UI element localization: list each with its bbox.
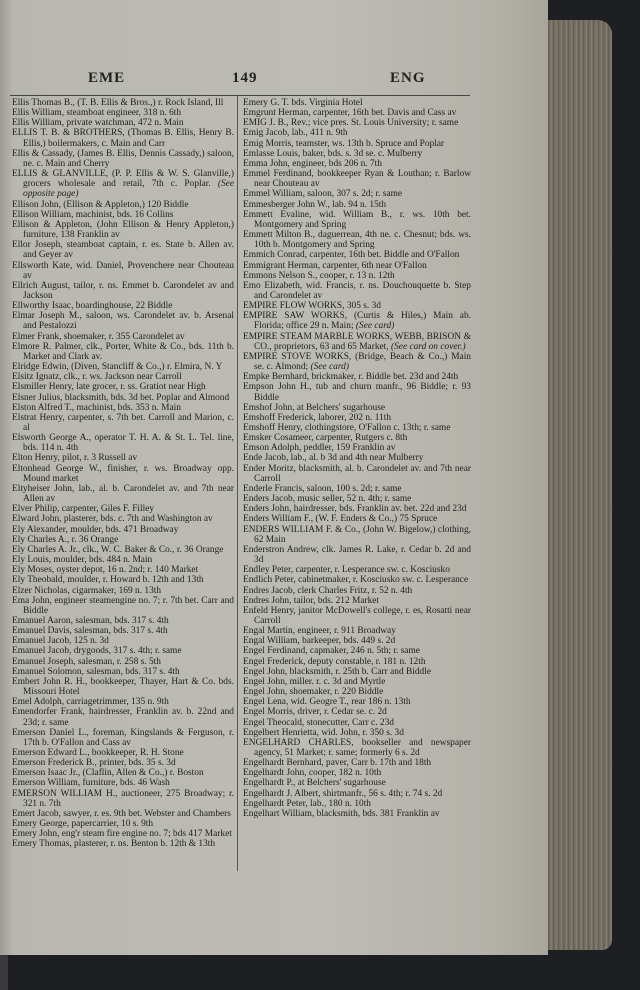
entry-text: Ellworthy Isaac, boardinghouse, 22 Biddle bbox=[12, 301, 173, 312]
entry-text: Ely Louis, moulder, bds. 484 n. Main bbox=[12, 555, 153, 566]
entry-text: Emanuel Davis, salesman, bds. 317 s. 4th bbox=[12, 626, 168, 637]
directory-entry bbox=[243, 301, 471, 311]
directory-entry bbox=[243, 565, 471, 575]
directory-entry bbox=[243, 352, 471, 372]
entry-text: Elridge Edwin, (Diven, Stancliff & Co.,) r. Elmira, N. Y bbox=[12, 362, 223, 373]
directory-entry bbox=[243, 606, 471, 626]
directory-entry bbox=[243, 809, 471, 819]
entry-text: Emmigrant Herman, carpenter, 6th near O'Fallon bbox=[243, 260, 427, 271]
entry-text: Emshoff Frederick, laborer, 202 n. 11th bbox=[243, 412, 392, 423]
entry-text: Emgrunt Herman, carpenter, 16th bet. Davis and Cass av bbox=[243, 108, 457, 119]
directory-entry bbox=[243, 169, 471, 189]
directory-entry bbox=[243, 768, 471, 778]
directory-entry bbox=[12, 464, 234, 484]
entry-text: Emshof John, at Belchers' sugarhouse bbox=[243, 402, 386, 413]
column-divider bbox=[237, 96, 238, 871]
entry-text: EMERSON WILLIAM H., auctioneer, 275 Broadway; r. 321 n. 7th bbox=[12, 788, 234, 809]
directory-entry bbox=[243, 667, 471, 677]
entry-text: Elsworth George A., operator T. H. A. & St. L. Tel. line, bds. 114 n. 4th bbox=[12, 433, 234, 454]
directory-entry bbox=[12, 575, 234, 585]
directory-entry bbox=[12, 413, 234, 433]
directory-entry bbox=[243, 728, 471, 738]
entry-text: Engel Lena, wid. Geogre T., rear 186 n. 13th bbox=[243, 697, 411, 708]
directory-entry bbox=[243, 271, 471, 281]
directory-entry bbox=[12, 514, 234, 524]
entry-text: Emig Morris, teamster, ws. 13th b. Spruce and Poplar bbox=[243, 138, 445, 149]
entry-text: Ellor Joseph, steamboat captain, r. es. State b. Allen av. and Geyer av bbox=[12, 240, 234, 261]
directory-entry bbox=[243, 657, 471, 667]
entry-text: Ellis William, steamboat engineer, 318 n. 6th bbox=[12, 108, 182, 119]
entry-text: Emmesberger John W., lab. 94 n. 15th bbox=[243, 199, 387, 210]
directory-entry bbox=[12, 565, 234, 575]
directory-entry bbox=[12, 240, 234, 260]
entry-text: Emery Thomas, plasterer, r. ns. Benton b. 12th & 13th bbox=[12, 839, 216, 850]
entry-text: Eltyheiser John, lab., al. b. Carondelet av. and 7th near Allen av bbox=[12, 483, 234, 505]
entry-note: (See card) bbox=[310, 362, 349, 373]
entry-text: Elmar Joseph M., saloon, ws. Carondelet av. b. Arsenal and Pestalozzi bbox=[12, 311, 234, 332]
directory-entry bbox=[243, 423, 471, 433]
entry-text: Engelhardt P., at Belchers' sugarhouse bbox=[243, 778, 386, 789]
entry-text: Emmel William, saloon, 307 s. 2d; r. same bbox=[243, 189, 403, 200]
entry-text: Emsker Cosameer, carpenter, Rutgers c. 8th bbox=[243, 433, 408, 444]
entry-text: Ellison William, machinist, bds. 16 Collins bbox=[12, 209, 174, 220]
entry-text: Emanuel Solomon, salesman, bds. 317 s. 4th bbox=[12, 666, 180, 677]
entry-text: Engelhardt Peter, lab., 180 n. 10th bbox=[243, 798, 371, 809]
entry-text: Ende Jacob, lab., al. b 3d and 4th near Mulberry bbox=[243, 453, 424, 464]
entry-text: Endres Jacob, clerk Charles Fritz, r. 52 n. 4th bbox=[243, 585, 413, 596]
entry-text: Ellison & Appleton, (John Ellison & Henry Appleton,) furniture, 138 Franklin av bbox=[12, 219, 234, 241]
entry-text: Elstrat Henry, carpenter, s. 7th bet. Carroll and Marion, c. al bbox=[12, 412, 234, 433]
directory-entry bbox=[243, 697, 471, 707]
entry-text: Emmons Nelson S., cooper, r. 13 n. 12th bbox=[243, 270, 395, 281]
directory-entry bbox=[12, 220, 234, 240]
entry-text: ELLIS & GLANVILLE, (P. P. Ellis & W. S. Glanville,) grocers wholesale and retail, 7th c. Poplar. bbox=[12, 169, 234, 190]
entry-text: ENGELHARD CHARLES, bookseller and newspaper agency, 51 Market; r. same; formerly 6 s. 2d bbox=[243, 737, 471, 758]
directory-entry bbox=[12, 433, 234, 453]
entry-text: Endlich Peter, cabinetmaker, r. Kosciusko sw. c. Lesperance bbox=[243, 575, 469, 586]
directory-entry bbox=[12, 768, 234, 778]
entry-text: Engel John, blacksmith, r. 25th b. Carr and Biddle bbox=[243, 666, 431, 677]
directory-entry bbox=[12, 484, 234, 504]
directory-entry bbox=[12, 657, 234, 667]
directory-entry bbox=[12, 504, 234, 514]
entry-text: Elmore R. Palmer, clk., Porter, White & Co., bds. 11th b. Market and Clark av. bbox=[12, 341, 234, 362]
directory-entry bbox=[12, 586, 234, 596]
entry-text: Emery George, papercarrier, 10 s. 9th bbox=[12, 819, 154, 830]
header-rule bbox=[10, 95, 470, 96]
directory-entry bbox=[243, 108, 471, 118]
entry-text: Engelbert Henrietta, wid. John, r. 350 s. 3d bbox=[243, 727, 404, 738]
entry-text: EMPIRE SAW WORKS, (Curtis & Hiles,) Main ab. Florida; office 29 n. Main; bbox=[243, 311, 471, 332]
directory-entry bbox=[243, 189, 471, 199]
entry-text: Elver Philip, carpenter, Giles F. Filley bbox=[12, 504, 155, 515]
directory-entry bbox=[243, 332, 471, 352]
directory-entry bbox=[12, 261, 234, 281]
directory-entry bbox=[243, 707, 471, 717]
entry-text: Ema John, engineer steamengine no. 7; r. 7th bet. Carr and Biddle bbox=[12, 595, 234, 616]
entry-text: Ely Alexander, moulder, bds. 471 Broadway bbox=[12, 524, 179, 535]
entry-text: Enderle Francis, saloon, 100 s. 2d; r. same bbox=[243, 483, 402, 494]
directory-entry bbox=[12, 667, 234, 677]
entry-text: Emerson Isaac Jr., (Claflin, Allen & Co.,) r. Boston bbox=[12, 768, 204, 779]
directory-entry bbox=[243, 626, 471, 636]
directory-entry bbox=[243, 514, 471, 524]
directory-entry bbox=[12, 281, 234, 301]
directory-entry bbox=[12, 372, 234, 382]
entry-text: Ellrich August, tailor, r. ns. Emmet b. Carondelet av and Jackson bbox=[12, 280, 234, 301]
entry-text: Emmett Evaline, wid. William B., r. ws. 10th bet. Montgomery and Spring bbox=[243, 209, 471, 230]
entry-text: EMIG J. B., Rev.; vice pres. St. Louis University; r. same bbox=[243, 118, 459, 129]
directory-entry bbox=[12, 535, 234, 545]
directory-entry bbox=[243, 646, 471, 656]
entry-text: Engel Frederick, deputy constable, r. 181 n. 12th bbox=[243, 656, 426, 667]
directory-entry bbox=[243, 484, 471, 494]
directory-entry bbox=[12, 636, 234, 646]
directory-entry bbox=[243, 525, 471, 545]
entry-text: Emma John, engineer, bds 206 n. 7th bbox=[243, 158, 382, 169]
directory-entry bbox=[243, 281, 471, 301]
entry-text: Ender Moritz, blacksmith, al. b. Carondelet av. and 7th near Carroll bbox=[243, 463, 471, 484]
directory-entry bbox=[12, 453, 234, 463]
entry-text: Elward John, plasterer, bds. c. 7th and Washington av bbox=[12, 514, 213, 525]
directory-entry bbox=[12, 342, 234, 362]
entry-text: Engal William, barkeeper, bds. 449 s. 2d bbox=[243, 636, 396, 647]
entry-text: Engel Morris, driver, r. Cedar se. c. 2d bbox=[243, 707, 387, 718]
entry-text: ELLIS T. B. & BROTHERS, (Thomas B. Ellis, Henry B. Ellis,) boilermakers, c. Main and Carr bbox=[12, 128, 234, 149]
entry-text: Ely Charles A., r. 36 Orange bbox=[12, 534, 119, 545]
entry-text: Enderstron Andrew, clk. James R. Lake, r. Cedar b. 2d and 3d bbox=[243, 544, 471, 566]
directory-entry bbox=[243, 758, 471, 768]
directory-entry bbox=[243, 98, 471, 108]
entry-text: Emmel Ferdinand, bookkeeper Ryan & Louthan; r. Barlow near Chouteau av bbox=[243, 169, 471, 190]
directory-entry bbox=[12, 545, 234, 555]
entry-note: (See card on cover.) bbox=[390, 341, 466, 352]
directory-entry bbox=[243, 504, 471, 514]
directory-entry bbox=[12, 403, 234, 413]
entry-text: Engel Ferdinand, capmaker, 246 n. 5th; r. same bbox=[243, 646, 420, 657]
entry-text: Emanuel Joseph, salesman, r. 258 s. 5th bbox=[12, 656, 161, 667]
entry-text: Emson Adolph, peddler, 159 Franklin av bbox=[243, 443, 396, 454]
entry-text: Elsitz Ignatz, clk., r. ws. Jackson near Carroll bbox=[12, 372, 182, 383]
entry-text: Emmich Conrad, carpenter, 16th bet. Biddle and O'Fallon bbox=[243, 250, 460, 261]
entry-text: Empke Bernhard, brickmaker, r. Biddle bet. 23d and 24th bbox=[243, 372, 459, 383]
entry-text: Engel John, miller. r. c. 3d and Myrtle bbox=[243, 676, 386, 687]
entry-text: Engel John, shoemaker, r. 220 Biddle bbox=[243, 687, 384, 698]
entry-text: Eltonhead George W., finisher, r. ws. Broadway opp. Mound market bbox=[12, 463, 234, 484]
entry-note: (See opposite page) bbox=[23, 179, 234, 200]
entry-text: ENDERS WILLIAM F. & Co., (John W. Bigelow,) clothing, 62 Main bbox=[243, 524, 471, 545]
directory-entry bbox=[243, 250, 471, 260]
directory-entry bbox=[243, 230, 471, 250]
directory-entry bbox=[12, 98, 234, 108]
directory-entry bbox=[12, 311, 234, 331]
directory-entry bbox=[12, 839, 234, 849]
directory-entry bbox=[12, 596, 234, 616]
entry-text: Engelhardt John, cooper, 182 n. 10th bbox=[243, 768, 382, 779]
entry-text: Ely Moses, oyster depot, 16 n. 2nd; r. 140 Market bbox=[12, 565, 199, 576]
entry-text: Emery John, eng'r steam fire engine no. 7; bds 417 Market bbox=[12, 829, 232, 840]
entry-text: Enders William F., (W. F. Enders & Co.,) 75 Spruce bbox=[243, 514, 438, 525]
directory-entry bbox=[243, 545, 471, 565]
directory-entry bbox=[12, 707, 234, 727]
entry-text: Elzer Nicholas, cigarmaker, 169 n. 13th bbox=[12, 585, 162, 596]
left-column bbox=[12, 98, 234, 850]
entry-text: Ellis William, private watchman, 472 n. Main bbox=[12, 118, 184, 129]
directory-entry bbox=[243, 443, 471, 453]
entry-note: (See card) bbox=[355, 321, 395, 332]
directory-entry bbox=[243, 453, 471, 463]
entry-text: Ellis Thomas B., (T. B. Ellis & Bros.,) r. Rock Island, Ill bbox=[12, 98, 224, 108]
entry-text: EMPIRE STOVE WORKS, (Bridge, Beach & Co.,) Main se. c. Almond; bbox=[243, 351, 471, 373]
directory-entry bbox=[243, 738, 471, 758]
directory-entry bbox=[243, 139, 471, 149]
directory-entry bbox=[12, 200, 234, 210]
entry-text: Emel Adolph, carriagetrimmer, 135 n. 9th bbox=[12, 697, 169, 708]
entry-text: Endley Peter, carpenter, r. Lesperance sw. c. Kosciusko bbox=[243, 565, 450, 576]
entry-text: Emshoff Henry, clothingstore, O'Fallon c. 13th; r. same bbox=[243, 423, 451, 433]
entry-text: Ellison John, (Ellison & Appleton,) 120 Biddle bbox=[12, 199, 189, 210]
entry-text: Engelhardt Bernhard, paver, Carr b. 17th and 18th bbox=[243, 758, 432, 769]
directory-entry bbox=[243, 149, 471, 159]
entry-text: Emerson Edward L., bookkeeper, R. H. Stone bbox=[12, 748, 184, 758]
directory-entry bbox=[12, 809, 234, 819]
directory-entry bbox=[12, 677, 234, 697]
directory-entry bbox=[12, 697, 234, 707]
entry-text: Emlasse Louis, baker, bds. s. 3d se. c. Mulberry bbox=[243, 148, 423, 159]
directory-entry bbox=[243, 200, 471, 210]
directory-entry bbox=[243, 586, 471, 596]
entry-text: Emert Jacob, sawyer, r. es. 9th bet. Webster and Chambers bbox=[12, 808, 231, 819]
right-column bbox=[243, 98, 471, 819]
directory-entry bbox=[12, 646, 234, 656]
directory-entry bbox=[243, 311, 471, 331]
entry-text: Ellis & Cassady, (James B. Ellis, Dennis Cassady,) saloon, ne. c. Main and Cherry bbox=[12, 148, 234, 169]
entry-text: Emendorfer Frank, hairdresser, Franklin av. b. 22nd and 23d; r. same bbox=[12, 707, 234, 728]
directory-entry bbox=[243, 159, 471, 169]
directory-entry bbox=[243, 118, 471, 128]
directory-entry bbox=[12, 626, 234, 636]
entry-text: Emanuel Jacob, 125 n. 3d bbox=[12, 636, 109, 647]
directory-entry bbox=[243, 433, 471, 443]
directory-entry bbox=[12, 301, 234, 311]
directory-entry bbox=[12, 748, 234, 758]
directory-entry bbox=[243, 799, 471, 809]
directory-entry bbox=[12, 829, 234, 839]
directory-entry bbox=[243, 636, 471, 646]
entry-text: Elsner Julius, blacksmith, bds. 3d bet. Poplar and Almond bbox=[12, 392, 230, 403]
entry-text: Elmer Frank, shoemaker, r. 355 Carondelet av bbox=[12, 331, 185, 342]
directory-entry bbox=[243, 464, 471, 484]
entry-text: Engelhart William, blacksmith, bds. 381 Franklin av bbox=[243, 808, 440, 819]
directory-entry bbox=[12, 819, 234, 829]
directory-entry bbox=[243, 403, 471, 413]
entry-text: Engal Martin, engineer, r. 911 Broadway bbox=[243, 626, 396, 637]
directory-entry bbox=[243, 687, 471, 697]
entry-text: Elston Alfred T., machinist, bds. 353 n. Main bbox=[12, 402, 181, 413]
entry-text: Emo Elizabeth, wid. Francis, r. ns. Douchouquette b. Step and Carondelet av bbox=[243, 280, 471, 301]
entry-text: Ellsworth Kate, wid. Daniel, Provenchere near Chouteau av bbox=[12, 260, 234, 281]
entry-text: Engelhardt J. Albert, shirtmanfr., 56 s. 4th; r. 74 s. 2d bbox=[243, 788, 443, 799]
running-header bbox=[10, 70, 470, 92]
entry-text: Enders Jacob, music seller, 52 n. 4th; r. same bbox=[243, 494, 412, 505]
directory-entry bbox=[243, 494, 471, 504]
entry-text: Ely Charles A. Jr., clk., W. C. Baker & Co., r. 36 Orange bbox=[12, 544, 224, 555]
entry-text: Emmett Milton B., daguerrean, 4th ne. c. Chesnut; bds. ws. 10th b. Montgomery and Spring bbox=[243, 230, 471, 251]
directory-entry bbox=[12, 149, 234, 169]
directory-entry bbox=[12, 728, 234, 748]
directory-entry bbox=[12, 393, 234, 403]
directory-entry bbox=[243, 210, 471, 230]
entry-text: Ely Theobald, moulder, r. Howard b. 12th and 13th bbox=[12, 575, 204, 586]
directory-entry bbox=[12, 210, 234, 220]
book-fore-edge bbox=[540, 20, 612, 950]
entry-text: Emerson Frederick B., printer, bds. 35 s. 3d bbox=[12, 758, 176, 769]
directory-entry bbox=[12, 555, 234, 565]
directory-entry bbox=[12, 128, 234, 148]
entry-text: Embert John R. H., bookkeeper, Thayer, Hart & Co. bds. Missouri Hotel bbox=[12, 676, 234, 698]
directory-entry bbox=[12, 789, 234, 809]
entry-text: EMPIRE STEAM MARBLE WORKS, WEBB, BRISON & CO., proprietors, 63 and 65 Market, bbox=[243, 331, 471, 352]
directory-entry bbox=[243, 372, 471, 382]
directory-entry bbox=[12, 382, 234, 392]
directory-entry bbox=[12, 525, 234, 535]
directory-entry bbox=[12, 169, 234, 199]
directory-entry bbox=[12, 108, 234, 118]
entry-text: Elsmiller Henry, late grocer, r. ss. Gratiot near High bbox=[12, 382, 206, 393]
directory-entry bbox=[12, 362, 234, 372]
entry-text: Emery G. T. bds. Virginia Hotel bbox=[243, 98, 363, 108]
entry-text: Enders John, hairdresser, bds. Franklin av. bet. 22d and 23d bbox=[243, 504, 467, 515]
directory-entry bbox=[243, 789, 471, 799]
directory-entry bbox=[12, 118, 234, 128]
left-heading: EME bbox=[88, 70, 126, 86]
directory-entry bbox=[243, 261, 471, 271]
directory-entry bbox=[243, 575, 471, 585]
directory-entry bbox=[12, 616, 234, 626]
directory-entry bbox=[243, 778, 471, 788]
entry-text: Elton Henry, pilot, r. 3 Russell av bbox=[12, 453, 138, 464]
directory-entry bbox=[243, 382, 471, 402]
entry-text: Emanuel Aaron, salesman, bds. 317 s. 4th bbox=[12, 615, 169, 626]
entry-text: Emerson William, furniture, bds. 46 Wash bbox=[12, 778, 170, 789]
directory-entry bbox=[243, 718, 471, 728]
directory-entry bbox=[243, 128, 471, 138]
entry-text: EMPIRE FLOW WORKS, 305 s. 3d bbox=[243, 301, 381, 312]
directory-entry bbox=[243, 677, 471, 687]
entry-text: Enfeld Henry, janitor McDowell's college, r. es, Rosatti near Carroll bbox=[243, 605, 471, 626]
directory-entry bbox=[243, 413, 471, 423]
directory-entry bbox=[12, 758, 234, 768]
directory-entry bbox=[12, 778, 234, 788]
right-heading: ENG bbox=[390, 70, 426, 86]
page-number: 149 bbox=[232, 70, 258, 86]
directory-entry bbox=[243, 596, 471, 606]
entry-text: Emerson Daniel L., foreman, Kingslands & Ferguson, r. 17th b. O'Fallon and Cass av bbox=[12, 727, 234, 748]
directory-entry bbox=[12, 332, 234, 342]
entry-text: Emanuel Jacob, drygoods, 317 s. 4th; r. same bbox=[12, 646, 182, 657]
entry-text: Empson John H., tub and churn manfr., 96 Biddle; r. 93 Biddle bbox=[243, 382, 471, 403]
entry-text: Engel Theocald, stonecutter, Carr c. 23d bbox=[243, 717, 394, 728]
entry-text: Endres John, tailor, bds. 212 Market bbox=[243, 595, 380, 606]
entry-text: Emig Jacob, lab., 411 n. 9th bbox=[243, 128, 348, 139]
